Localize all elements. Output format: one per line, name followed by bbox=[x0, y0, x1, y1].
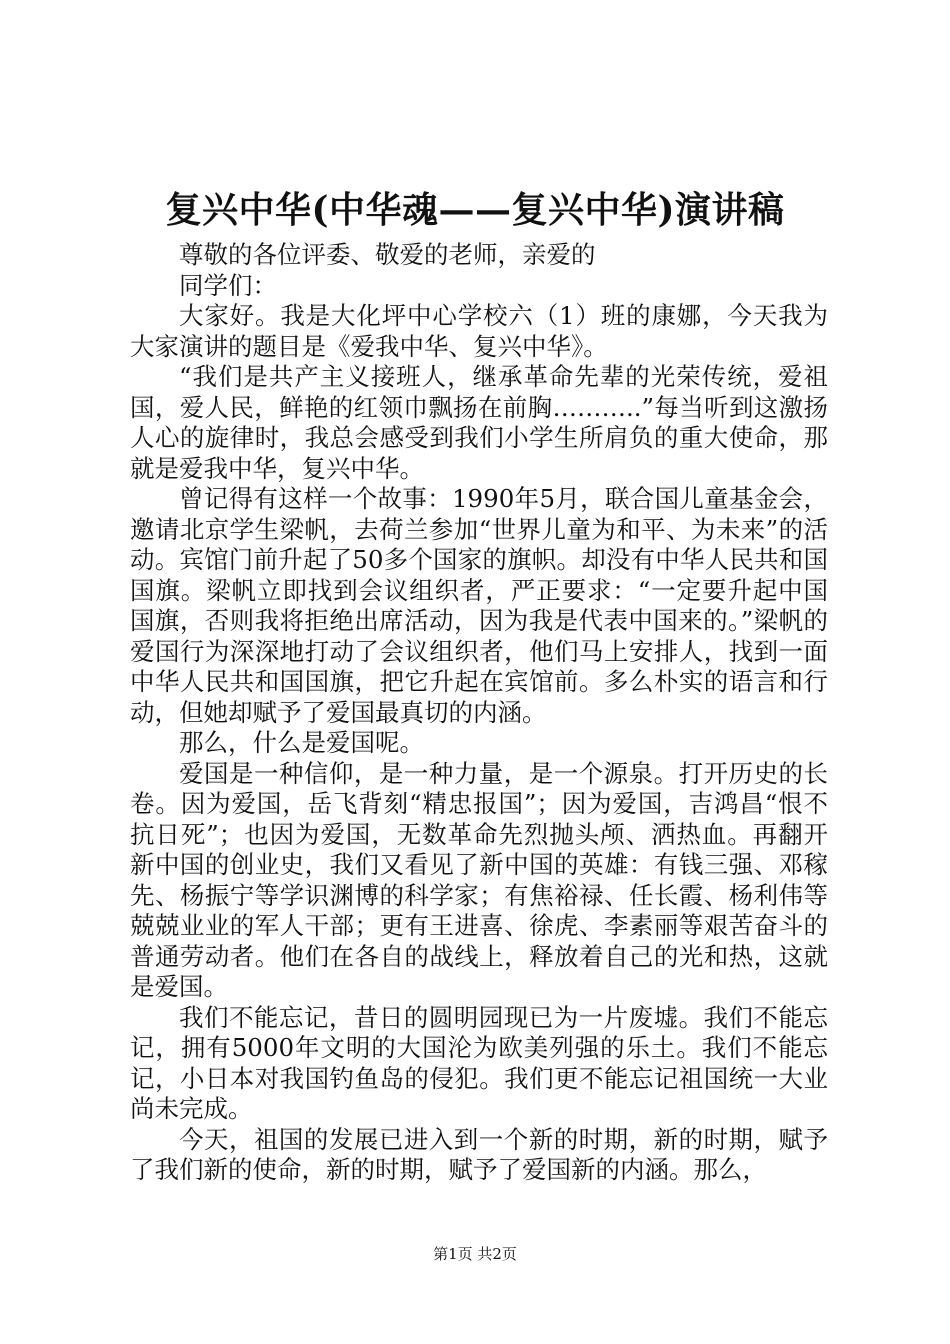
paragraph-today: 今天，祖国的发展已进入到一个新的时期，新的时期，赋予了我们新的使命，新的时期，赋予了爱国新的内涵。那么， bbox=[130, 1124, 828, 1184]
page-number-footer: 第1页 共2页 bbox=[433, 1245, 517, 1263]
paragraph-patriotism: 爱国是一种信仰，是一种力量，是一个源泉。打开历史的长卷。因为爱国，岳飞背刻“精忠报国”；因为爱国，吉鸿昌“恨不抗日死”；也因为爱国，无数革命先烈抛头颅、洒热血。再翻开新中国的创业史，我们又看见了新中国的英雄：有钱三强、邓稼先、杨振宁等学识渊博的科学家；有焦裕禄、任长霞、杨利伟等兢兢业业的军人干部；更有王进喜、徐虎、李素丽等艰苦奋斗的普通劳动者。他们在各自的战线上，释放着自己的光和热，这就是爱国。 bbox=[130, 758, 828, 1001]
paragraph-remember: 我们不能忘记，昔日的圆明园现已为一片废墟。我们不能忘记，拥有5000年文明的大国沦为欧美列强的乐土。我们不能忘记，小日本对我国钓鱼岛的侵犯。我们更不能忘记祖国统一大业尚未完成。 bbox=[130, 1002, 828, 1123]
paragraph-salutation-cont: 同学们： bbox=[179, 270, 277, 300]
paragraph-question: 那么，什么是爱国呢。 bbox=[179, 728, 424, 757]
document-body bbox=[130, 240, 828, 1186]
paragraph-story: 曾记得有这样一个故事：1990年5月，联合国儿童基金会，邀请北京学生梁帆，去荷兰参加“世界儿童为和平、为未来”的活动。宾馆门前升起了50多个国家的旗帜。却没有中华人民共和国国旗。梁帆立即找到会议组织者，严正要求：“一定要升起中国国旗，否则我将拒绝出席活动，因为我是代表中国来的。”梁帆的爱国行为深深地打动了会议组织者，他们马上安排人，找到一面中华人民共和国国旗，把它升起在宾馆前。多么朴实的语言和行动，但她却赋予了爱国最真切的内涵。 bbox=[130, 484, 828, 727]
document-title: 复兴中华(中华魂——复兴中华)演讲稿 bbox=[165, 189, 785, 231]
paragraph-intro: 大家好。我是大化坪中心学校六（1）班的康娜，今天我为大家演讲的题目是《爱我中华、复兴中华》。 bbox=[130, 301, 828, 361]
paragraph-salutation: 尊敬的各位评委、敬爱的老师，亲爱的 bbox=[179, 240, 596, 269]
paragraph-song: “我们是共产主义接班人，继承革命先辈的光荣传统，爱祖国，爱人民，鲜艳的红领巾飘扬在前胸………..”每当听到这激扬人心的旋律时，我总会感受到我们小学生所肩负的重大使命，那就是爱我中华，复兴中华。 bbox=[130, 362, 828, 483]
